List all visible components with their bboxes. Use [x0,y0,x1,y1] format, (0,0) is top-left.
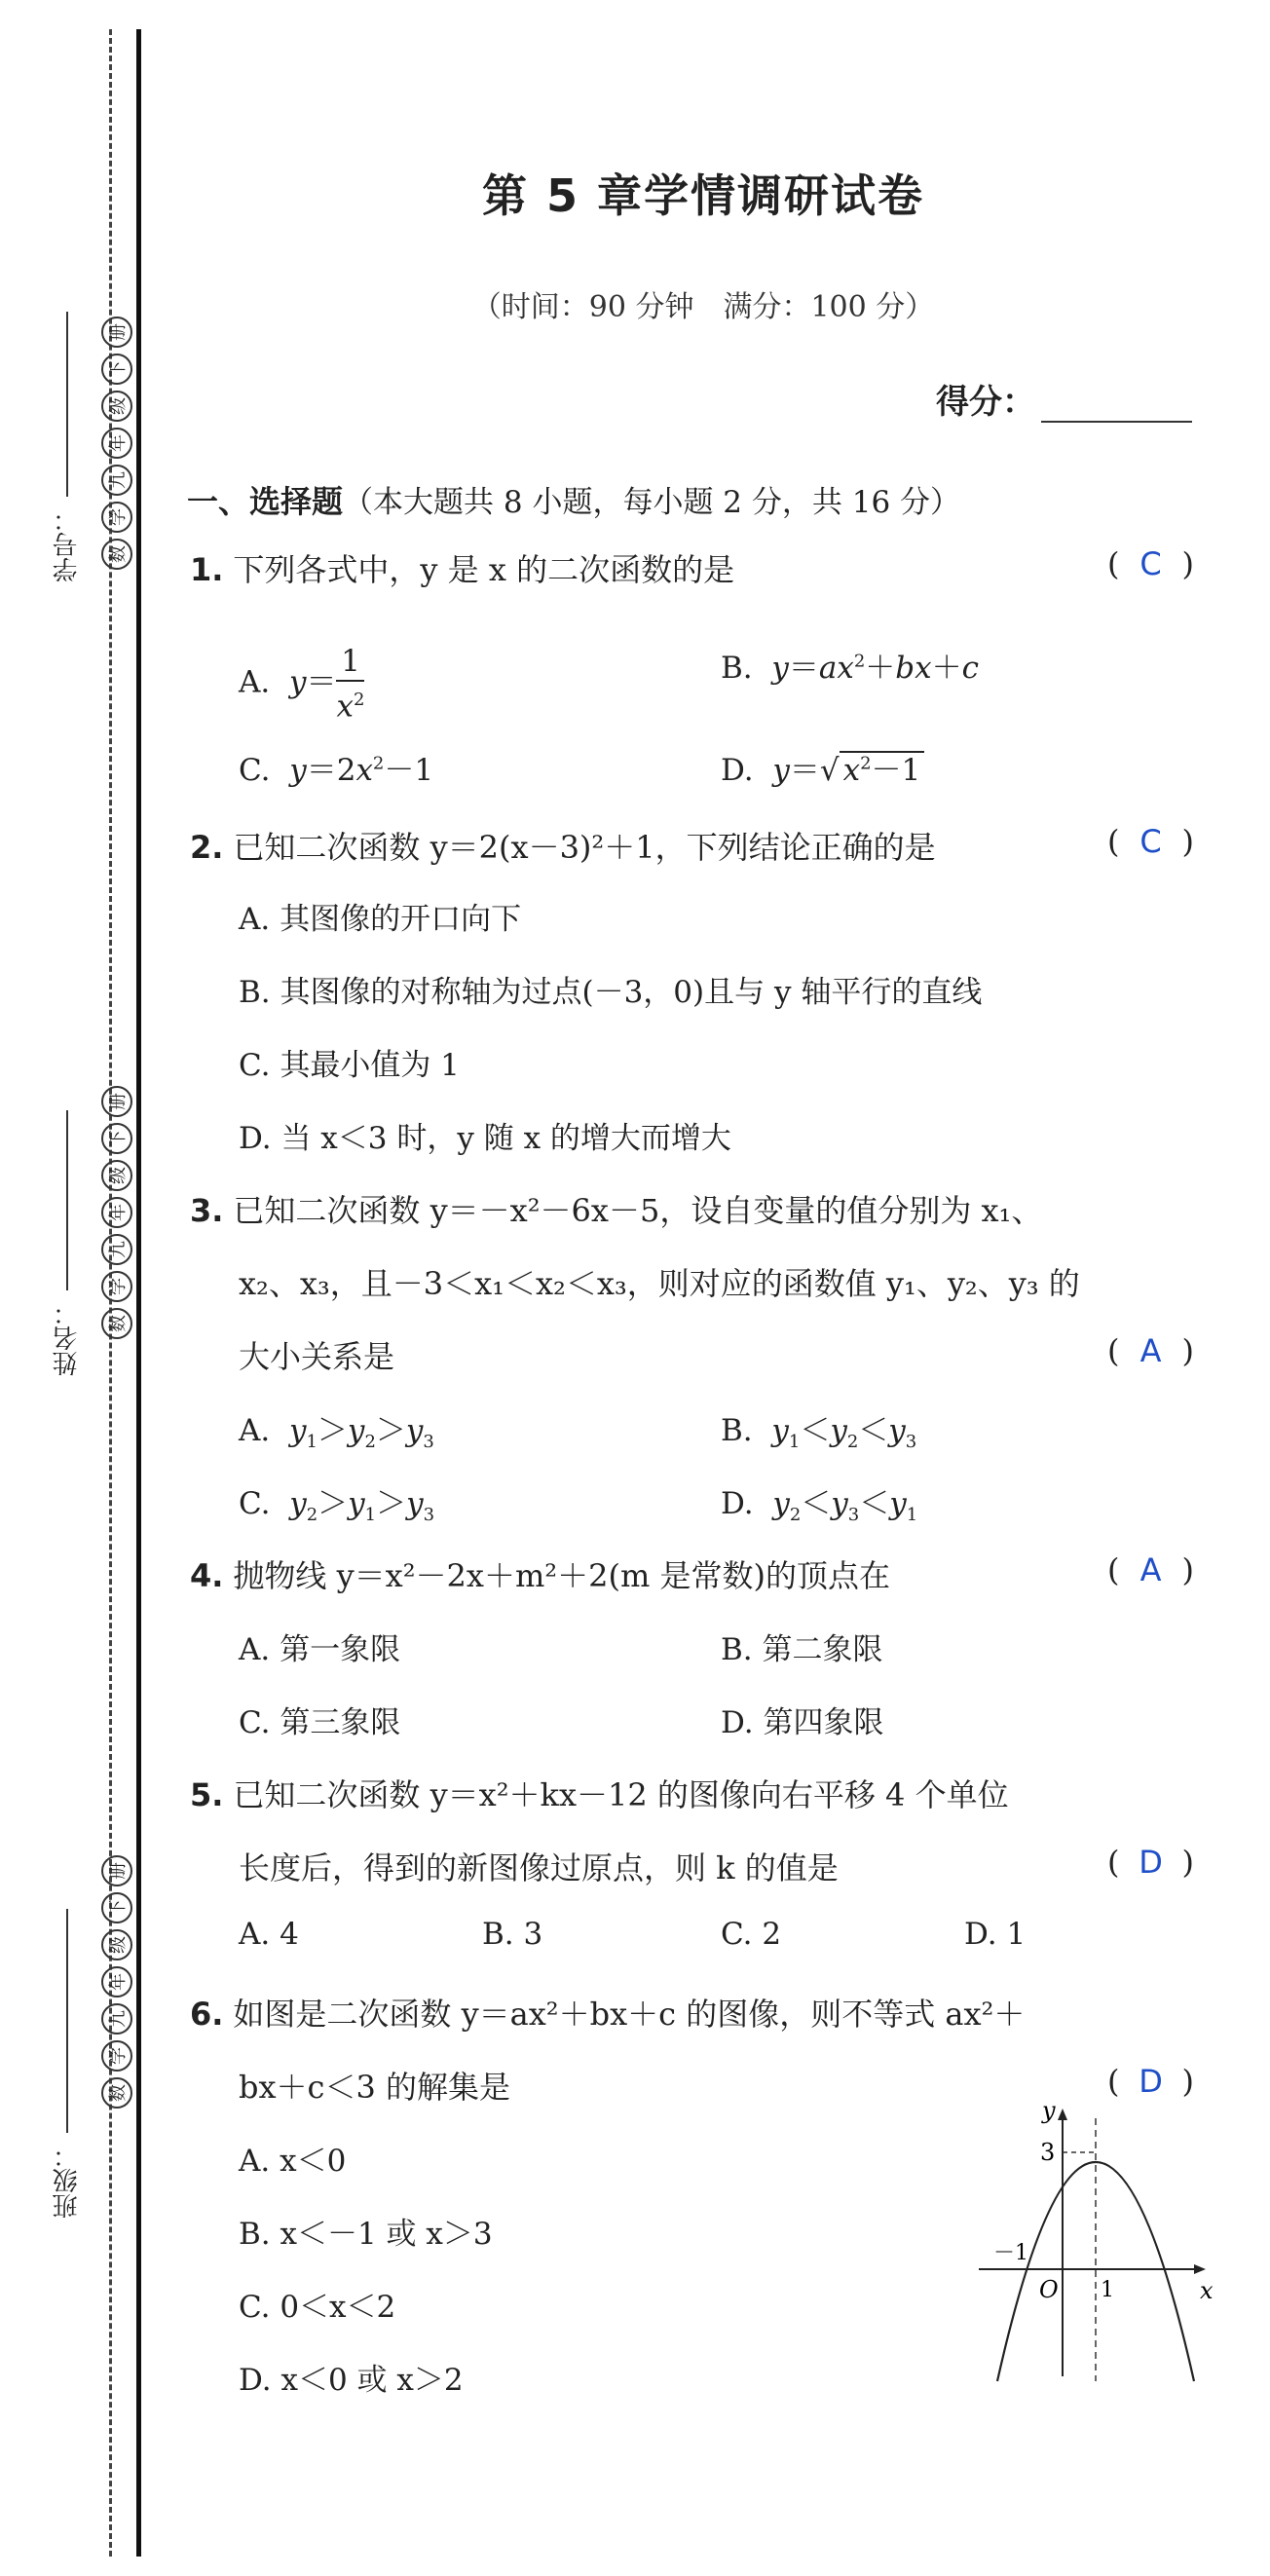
student-id-label: 学号： [53,506,82,582]
option-b: B. 第二象限 [721,1632,883,1667]
option-a: A. x＜0 [239,2144,347,2179]
option-a: A. 其图像的开口向下 [239,902,522,937]
course-stamp: 数 学 九 年 级 下 册 [101,1086,132,1339]
option-c: C. 其最小值为 1 [239,1048,460,1083]
name-label: 姓名： [53,1300,82,1376]
x-axis-label: x [1200,2277,1214,2304]
option-b: B. 其图像的对称轴为过点(－3，0)且与 y 轴平行的直线 [239,975,983,1010]
option-d: D. 1 [964,1917,1027,1952]
x-axis-arrow [1194,2264,1206,2274]
exam-info: （时间：90 分钟 满分：100 分） [471,290,935,324]
option-d: D. y＝√ $x^2-1$ [721,745,924,789]
option-b: B. x＜－1 或 x＞3 [239,2217,493,2252]
question-2: 2. 已知二次函数 y＝2(x－3)²＋1，下列结论正确的是 [190,829,936,866]
question-4: 4. 抛物线 y＝x²－2x＋m²＋2(m 是常数)的顶点在 [190,1557,890,1594]
option-d: D. x＜0 或 x＞2 [239,2363,464,2398]
answer-bracket: ( D ) [1107,2063,1194,2100]
question-1: 1. 下列各式中，y 是 x 的二次函数的是 [190,551,735,588]
option-a: A. 第一象限 [239,1632,401,1667]
name-blank[interactable] [66,1110,68,1290]
answer-bracket: ( C ) [1107,823,1194,860]
answer-bracket: ( A ) [1107,1551,1194,1588]
course-stamp: 数 学 九 年 级 下 册 [101,317,132,570]
y-axis-arrow [1058,2109,1067,2120]
option-b: B. 3 [482,1917,543,1952]
option-b: B. $y=ax^2+bx+c$ [721,651,979,686]
answer-bracket: ( A ) [1107,1332,1194,1369]
origin-label: O [1039,2276,1059,2303]
question-3: 3. 已知二次函数 y＝－x²－6x－5，设自变量的值分别为 x₁、 [190,1192,1043,1229]
class-blank[interactable] [66,1909,68,2133]
answer-bracket: ( C ) [1107,545,1194,582]
question-3-line-3: 大小关系是 [239,1338,395,1375]
option-c: C. $y_2>y_1>y_3$ [239,1486,435,1526]
option-c: C. 2 [721,1917,782,1952]
option-d: D. 当 x＜3 时，y 随 x 的增大而增大 [239,1121,731,1156]
question-5: 5. 已知二次函数 y＝x²＋kx－12 的图像向右平移 4 个单位 [190,1776,1009,1813]
option-c: C. 第三象限 [239,1705,401,1740]
y-axis-label: y [1042,2099,1056,2124]
score-label: 得分： [936,383,1035,422]
option-b: B. $y_1<y_2<y_3$ [721,1413,917,1453]
question-6-line-2: bx＋c＜3 的解集是 [239,2069,510,2106]
x-tick-label-pos: 1 [1101,2278,1114,2302]
score-blank[interactable] [1041,392,1192,423]
option-a: A. 4 [239,1917,299,1952]
option-a: A. $y_1>y_2>y_3$ [239,1413,434,1453]
course-stamp: 数 学 九 年 级 下 册 [101,1855,132,2109]
option-a: A. y＝ $\frac{1}{x^2}$ [239,644,365,725]
x-tick-label-neg: －1 [993,2241,1028,2265]
option-d: D. 第四象限 [721,1705,884,1740]
option-d: D. $y_2<y_3<y_1$ [721,1486,918,1526]
question-5-line-2: 长度后，得到的新图像过原点，则 k 的值是 [239,1849,839,1886]
section-heading: 一、选择题（本大题共 8 小题，每小题 2 分，共 16 分） [187,483,961,520]
binding-margin [0,0,136,2576]
class-label: 班级： [53,2143,82,2219]
question-3-line-2: x₂、x₃，且－3＜x₁＜x₂＜x₃，则对应的函数值 y₁、y₂、y₃ 的 [239,1265,1080,1302]
score-field [936,375,1192,423]
binding-line [136,29,141,2557]
page-title: 第 5 章学情调研试卷 [481,169,925,222]
answer-bracket: ( D ) [1107,1844,1194,1881]
question-6: 6. 如图是二次函数 y＝ax²＋bx＋c 的图像，则不等式 ax²＋ [190,1996,1026,2033]
y-tick-label: 3 [1040,2139,1056,2166]
parabola-figure [974,2099,1217,2391]
student-id-blank[interactable] [66,312,68,497]
option-c: C. 0＜x＜2 [239,2290,396,2325]
option-c: C. $y=2x^2-1$ [239,753,434,788]
